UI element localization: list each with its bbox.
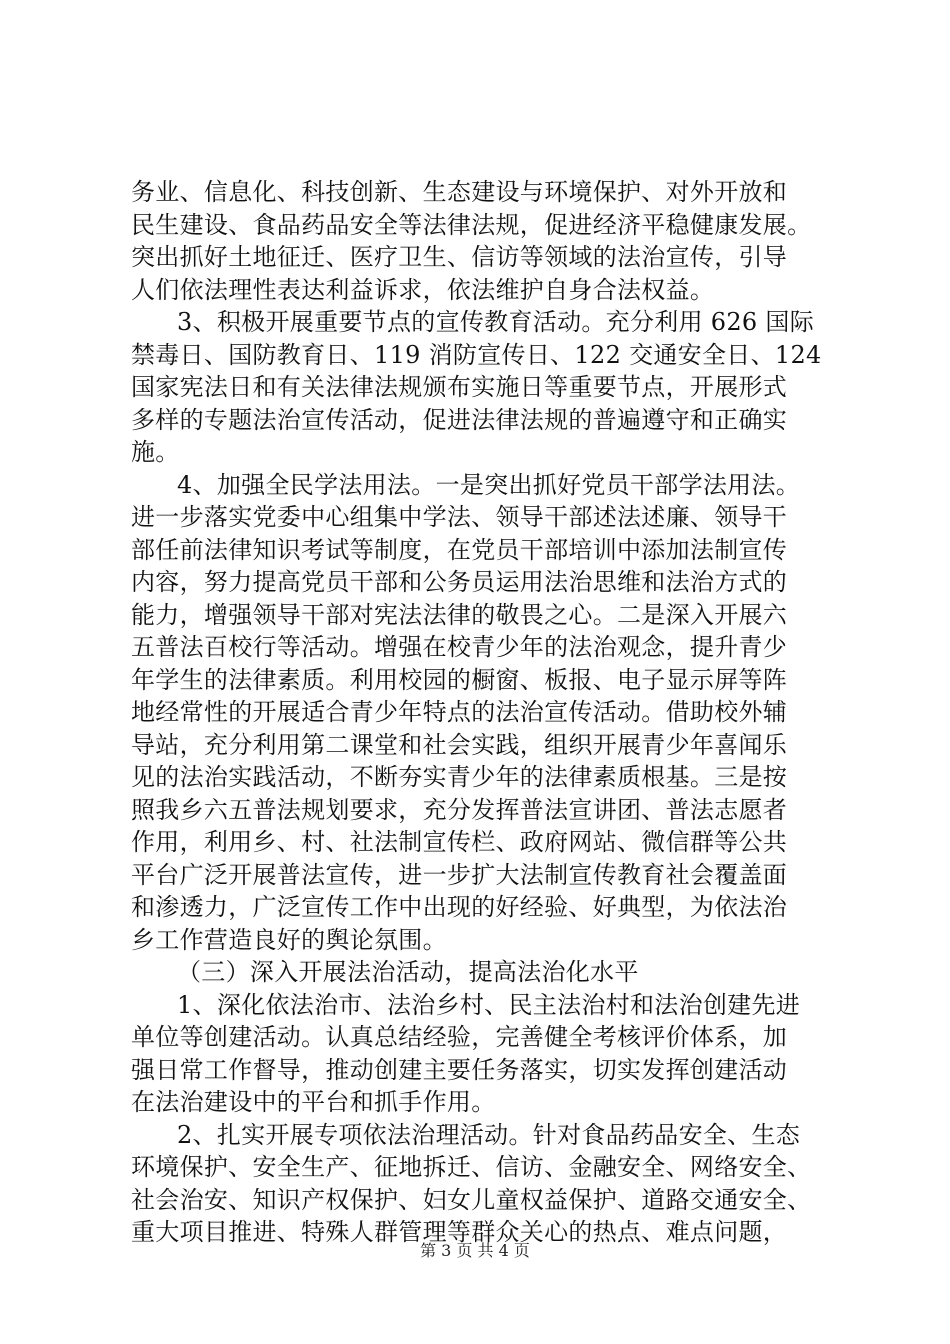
text-line: 在法治建设中的平台和抓手作用。 <box>131 1088 496 1116</box>
text-line: 五普法百校行等活动。增强在校青少年的法治观念，提升青少 <box>131 633 788 661</box>
text-line: 作用，利用乡、村、社法制宣传栏、政府网站、微信群等公共 <box>131 828 788 856</box>
text-line: （三）深入开展法治活动，提高法治化水平 <box>177 958 639 986</box>
text-line: 照我乡六五普法规划要求，充分发挥普法宣讲团、普法志愿者 <box>131 795 788 824</box>
text-line: 民生建设、食品药品安全等法律法规，促进经济平稳健康发展。 <box>131 210 812 239</box>
text-line: 进一步落实党委中心组集中学法、领导干部述法述廉、领导干 <box>131 503 788 531</box>
text-line: 和渗透力，广泛宣传工作中出现的好经验、好典型，为依法治 <box>131 893 788 921</box>
text-line: 国家宪法日和有关法律法规颁布实施日等重要节点，开展形式 <box>131 373 788 401</box>
text-line: 3、积极开展重要节点的宣传教育活动。充分利用 626 国际 <box>177 308 815 336</box>
text-line: 人们依法理性表达利益诉求，依法维护自身合法权益。 <box>131 275 715 304</box>
text-line: 务业、信息化、科技创新、生态建设与环境保护、对外开放和 <box>131 178 788 206</box>
text-line: 强日常工作督导，推动创建主要任务落实，切实发挥创建活动 <box>131 1055 788 1084</box>
text-line: 1、深化依法治市、法治乡村、民主法治村和法治创建先进 <box>177 990 801 1019</box>
text-line: 平台广泛开展普法宣传，进一步扩大法制宣传教育社会覆盖面 <box>131 860 788 889</box>
document-body <box>131 176 831 1249</box>
text-line: 施。 <box>131 438 180 466</box>
text-line: 社会治安、知识产权保护、妇女儿童权益保护、道路交通安全、 <box>131 1185 812 1214</box>
text-line: 能力，增强领导干部对宪法法律的敬畏之心。二是深入开展六 <box>131 600 788 629</box>
text-line: 乡工作营造良好的舆论氛围。 <box>131 925 447 954</box>
text-line: 环境保护、安全生产、征地拆迁、信访、金融安全、网络安全、 <box>131 1153 812 1181</box>
text-line: 禁毒日、国防教育日、119 消防宣传日、122 交通安全日、124 <box>131 340 822 369</box>
page-footer <box>0 1241 950 1261</box>
text-line: 导站，充分利用第二课堂和社会实践，组织开展青少年喜闻乐 <box>131 730 788 759</box>
text-line: 突出抓好土地征迁、医疗卫生、信访等领域的法治宣传，引导 <box>131 243 788 271</box>
text-line: 部任前法律知识考试等制度，在党员干部培训中添加法制宣传 <box>131 535 788 564</box>
text-line: 多样的专题法治宣传活动，促进法律法规的普遍遵守和正确实 <box>131 405 788 434</box>
text-line: 地经常性的开展适合青少年特点的法治宣传活动。借助校外辅 <box>131 698 788 726</box>
page-number-label: 第 3 页 共 4 页 <box>420 1241 530 1260</box>
text-line: 2、扎实开展专项依法治理活动。针对食品药品安全、生态 <box>177 1120 801 1149</box>
text-line: 重大项目推进、特殊人群管理等群众关心的热点、难点问题， <box>131 1218 788 1246</box>
text-line: 4、加强全民学法用法。一是突出抓好党员干部学法用法。 <box>177 470 801 499</box>
text-line: 内容，努力提高党员干部和公务员运用法治思维和法治方式的 <box>131 568 788 596</box>
text-line: 见的法治实践活动，不断夯实青少年的法律素质根基。三是按 <box>131 763 788 791</box>
text-line: 单位等创建活动。认真总结经验，完善健全考核评价体系，加 <box>131 1023 788 1051</box>
text-line: 年学生的法律素质。利用校园的橱窗、板报、电子显示屏等阵 <box>131 665 788 694</box>
